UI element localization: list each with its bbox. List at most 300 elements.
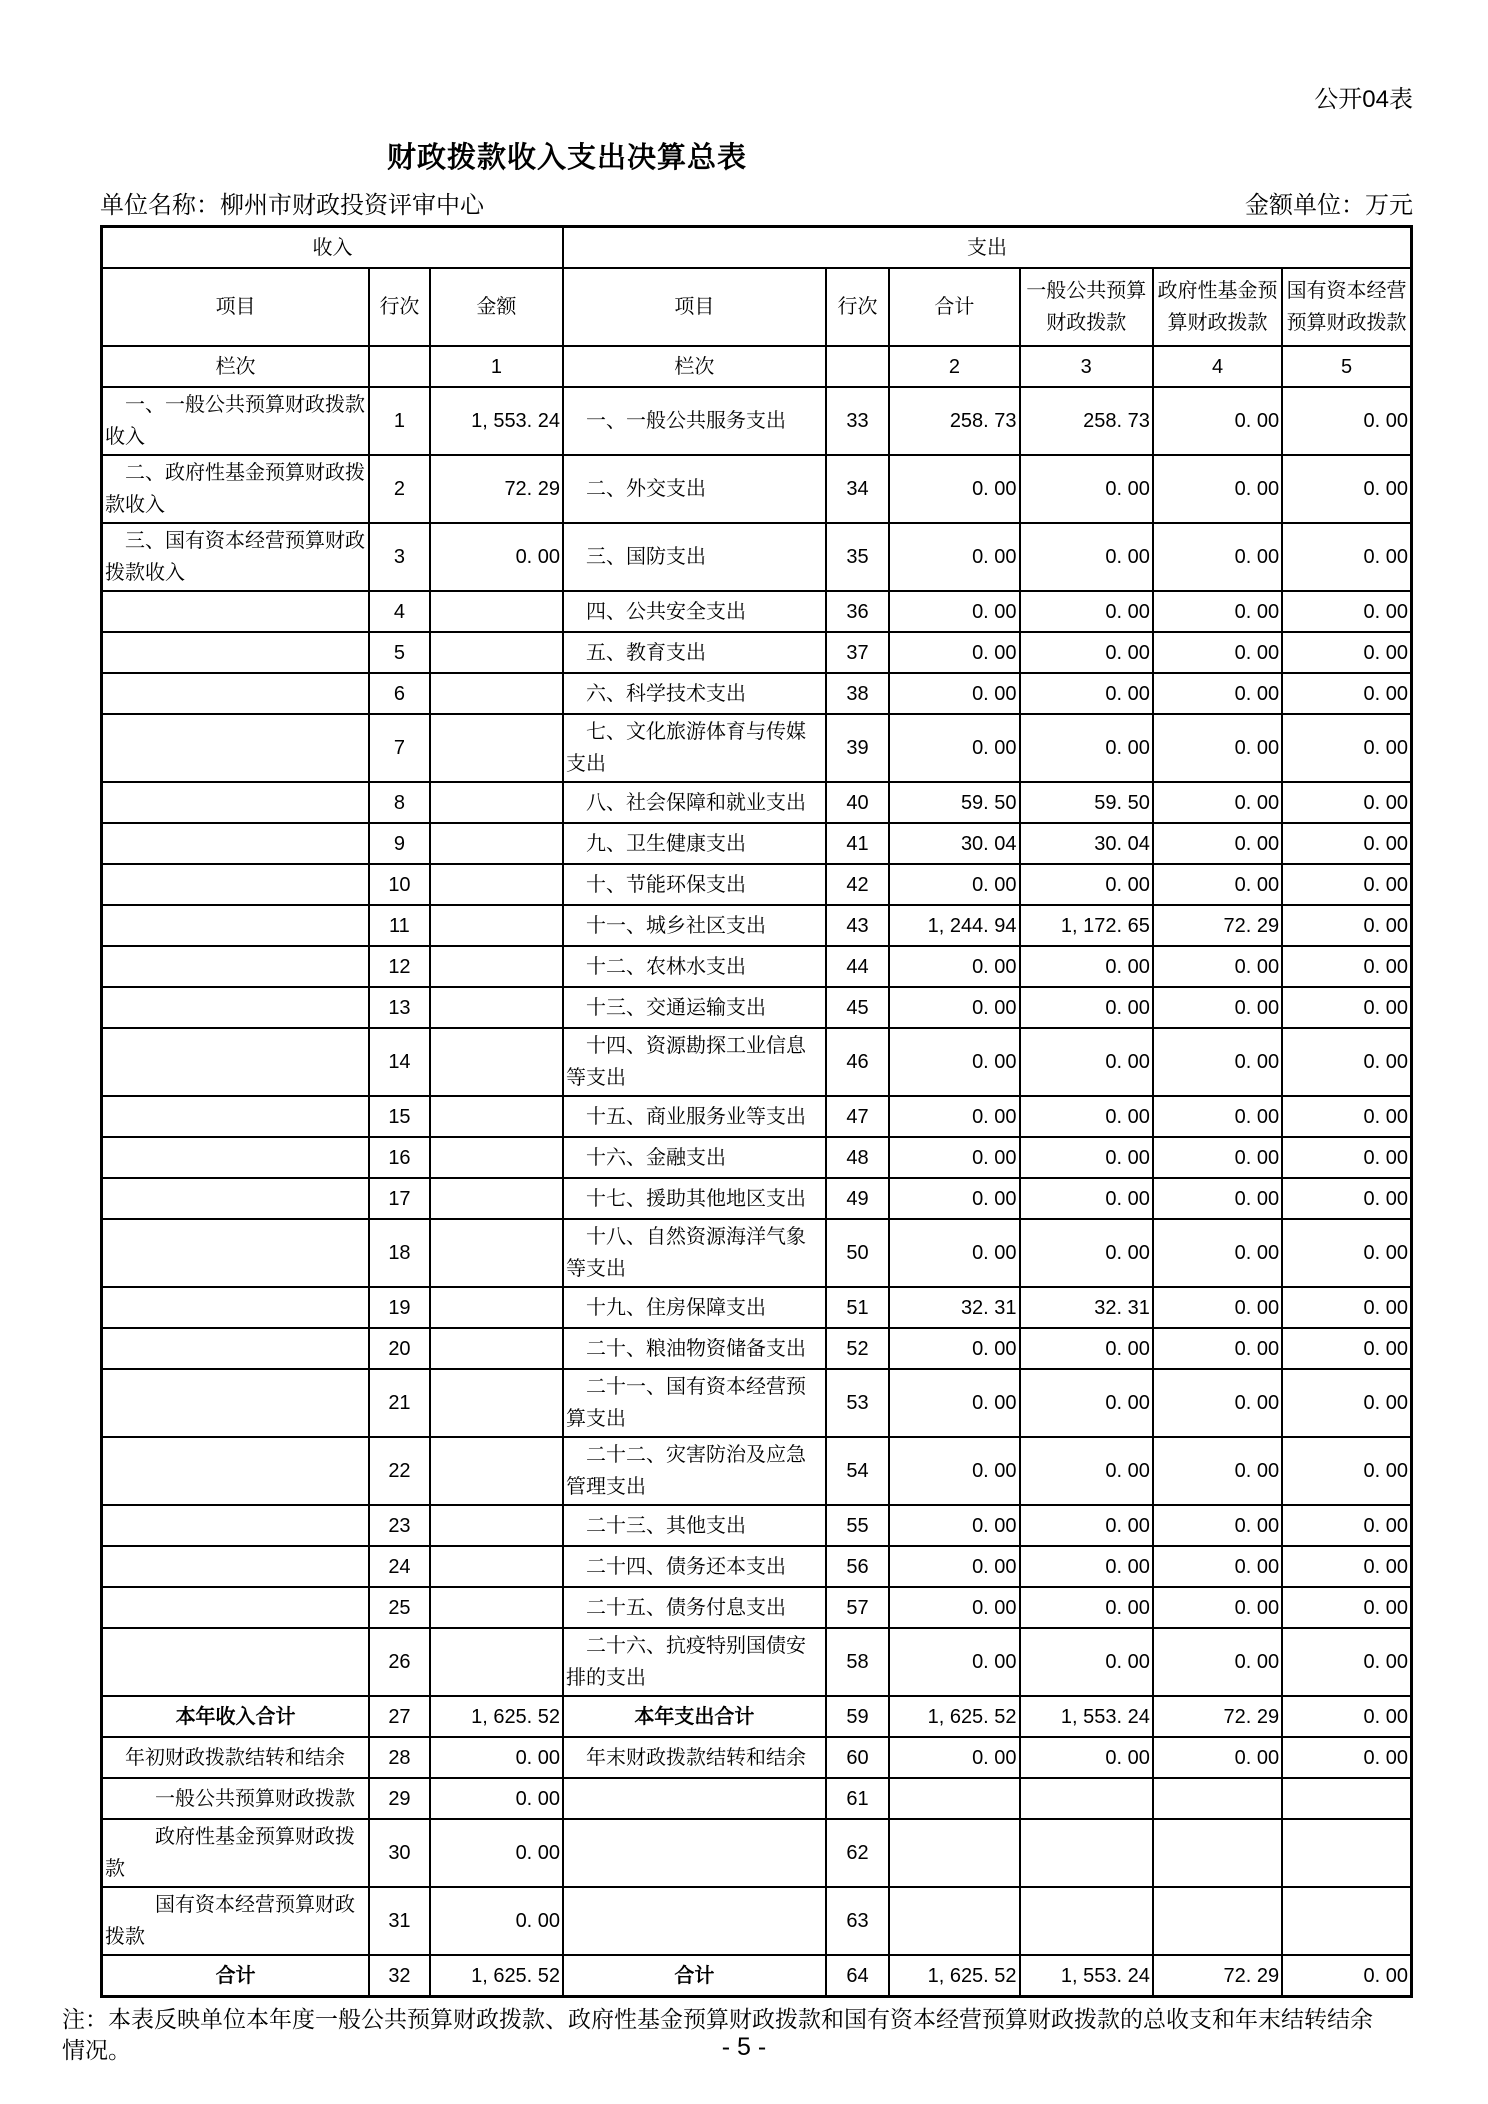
income-item-cell: [102, 1287, 370, 1328]
expense-line-cell: 34: [826, 455, 890, 523]
col-header-expense-item: 项目: [563, 268, 826, 346]
expense-line-cell: 60: [826, 1737, 890, 1778]
expense-line-cell: 44: [826, 946, 890, 987]
expense-line-cell: 50: [826, 1219, 890, 1287]
table-row: [102, 1546, 1412, 1587]
expense-item-cell: 年末财政拨款结转和结余: [563, 1737, 826, 1778]
table-row: [102, 455, 1412, 523]
expense-line-cell: 62: [826, 1819, 890, 1887]
table-row: [102, 1096, 1412, 1137]
expense-total-cell: 0. 00: [889, 1437, 1019, 1505]
expense-item-cell: 十七、援助其他地区支出: [563, 1178, 826, 1219]
income-amount-cell: 1, 553. 24: [430, 387, 563, 455]
table-row: [102, 673, 1412, 714]
income-amount-cell: 0. 00: [430, 1737, 563, 1778]
expense-item-cell: 二十五、债务付息支出: [563, 1587, 826, 1628]
income-item-cell: 一、一般公共预算财政拨款收入: [102, 387, 370, 455]
income-item-cell: 合计: [102, 1955, 370, 1997]
income-line-cell: 7: [369, 714, 430, 782]
income-item-cell: 国有资本经营预算财政拨款: [102, 1887, 370, 1955]
expense-line-cell: 42: [826, 864, 890, 905]
income-item-cell: 一般公共预算财政拨款: [102, 1778, 370, 1819]
income-item-cell: [102, 1028, 370, 1096]
guide-income-item-cell: 栏次: [102, 346, 370, 387]
expense-line-cell: 35: [826, 523, 890, 591]
table-row: [102, 1505, 1412, 1546]
expense-gov-fund-budget-cell: 0. 00: [1153, 1178, 1282, 1219]
expense-general-public-budget-cell: 0. 00: [1020, 523, 1153, 591]
table-row: [102, 1137, 1412, 1178]
table-row: [102, 905, 1412, 946]
income-item-cell: [102, 1096, 370, 1137]
expense-general-public-budget-cell: 0. 00: [1020, 1096, 1153, 1137]
income-item-cell: [102, 714, 370, 782]
income-line-cell: 21: [369, 1369, 430, 1437]
income-line-cell: 19: [369, 1287, 430, 1328]
expense-state-capital-budget-cell: 0. 00: [1282, 1437, 1411, 1505]
page-number: - 5 -: [721, 2033, 767, 2061]
expense-general-public-budget-cell: 0. 00: [1020, 591, 1153, 632]
expense-general-public-budget-cell: 0. 00: [1020, 1587, 1153, 1628]
expense-item-cell: 四、公共安全支出: [563, 591, 826, 632]
expense-total-cell: 0. 00: [889, 714, 1019, 782]
expense-gov-fund-budget-cell: 0. 00: [1153, 987, 1282, 1028]
expense-state-capital-budget-cell: 0. 00: [1282, 673, 1411, 714]
expense-line-cell: 43: [826, 905, 890, 946]
expense-state-capital-budget-cell: [1282, 1887, 1411, 1955]
guide-expense-item-cell: 栏次: [563, 346, 826, 387]
table-row: [102, 1328, 1412, 1369]
expense-total-cell: 59. 50: [889, 782, 1019, 823]
expense-general-public-budget-cell: 1, 553. 24: [1020, 1955, 1153, 1997]
income-line-cell: 5: [369, 632, 430, 673]
guide-gov-fund-budget-cell: 4: [1153, 346, 1282, 387]
expense-state-capital-budget-cell: 0. 00: [1282, 1096, 1411, 1137]
expense-item-cell: [563, 1778, 826, 1819]
income-line-cell: 2: [369, 455, 430, 523]
expense-total-cell: 0. 00: [889, 1328, 1019, 1369]
expense-item-cell: 二十二、灾害防治及应急管理支出: [563, 1437, 826, 1505]
expense-line-cell: 56: [826, 1546, 890, 1587]
expense-total-cell: 0. 00: [889, 946, 1019, 987]
income-item-cell: [102, 1369, 370, 1437]
expense-general-public-budget-cell: 0. 00: [1020, 673, 1153, 714]
expense-item-cell: 十二、农林水支出: [563, 946, 826, 987]
expense-total-cell: 0. 00: [889, 673, 1019, 714]
income-amount-cell: [430, 673, 563, 714]
expense-item-cell: 五、教育支出: [563, 632, 826, 673]
expense-line-cell: 38: [826, 673, 890, 714]
expense-gov-fund-budget-cell: 0. 00: [1153, 387, 1282, 455]
col-header-income-line: 行次: [369, 268, 430, 346]
income-amount-cell: [430, 946, 563, 987]
unit-name-label: 单位名称：柳州市财政投资评审中心: [100, 192, 484, 219]
table-row: [102, 1778, 1412, 1819]
expense-item-cell: 十四、资源勘探工业信息等支出: [563, 1028, 826, 1096]
expense-line-cell: 63: [826, 1887, 890, 1955]
expense-gov-fund-budget-cell: 0. 00: [1153, 1096, 1282, 1137]
col-header-gov-fund-budget: 政府性基金预算财政拨款: [1153, 268, 1282, 346]
income-amount-cell: 1, 625. 52: [430, 1696, 563, 1737]
expense-item-cell: 十、节能环保支出: [563, 864, 826, 905]
guide-income-line-cell: [369, 346, 430, 387]
income-line-cell: 27: [369, 1696, 430, 1737]
income-line-cell: 13: [369, 987, 430, 1028]
expense-state-capital-budget-cell: 0. 00: [1282, 1137, 1411, 1178]
expense-line-cell: 53: [826, 1369, 890, 1437]
income-line-cell: 29: [369, 1778, 430, 1819]
expense-state-capital-budget-cell: 0. 00: [1282, 1628, 1411, 1696]
income-amount-cell: [430, 1028, 563, 1096]
expense-total-cell: 0. 00: [889, 1096, 1019, 1137]
income-line-cell: 32: [369, 1955, 430, 1997]
guide-expense-total-cell: 2: [889, 346, 1019, 387]
expense-item-cell: 合计: [563, 1955, 826, 1997]
expense-total-cell: 1, 244. 94: [889, 905, 1019, 946]
expense-gov-fund-budget-cell: 0. 00: [1153, 1369, 1282, 1437]
income-line-cell: 22: [369, 1437, 430, 1505]
expense-general-public-budget-cell: [1020, 1887, 1153, 1955]
expense-item-cell: 二十四、债务还本支出: [563, 1546, 826, 1587]
expense-item-cell: 七、文化旅游体育与传媒支出: [563, 714, 826, 782]
expense-general-public-budget-cell: 32. 31: [1020, 1287, 1153, 1328]
expense-gov-fund-budget-cell: 0. 00: [1153, 864, 1282, 905]
table-row: [102, 1628, 1412, 1696]
expense-total-cell: 0. 00: [889, 864, 1019, 905]
income-amount-cell: [430, 1096, 563, 1137]
expense-gov-fund-budget-cell: 0. 00: [1153, 823, 1282, 864]
col-header-expense-total: 合计: [889, 268, 1019, 346]
table-row: [102, 1587, 1412, 1628]
column-header-row: [102, 268, 1412, 346]
table-row: [102, 1369, 1412, 1437]
expense-state-capital-budget-cell: 0. 00: [1282, 523, 1411, 591]
income-item-cell: [102, 1137, 370, 1178]
expense-item-cell: 二十三、其他支出: [563, 1505, 826, 1546]
income-amount-cell: [430, 782, 563, 823]
income-line-cell: 23: [369, 1505, 430, 1546]
income-amount-cell: 0. 00: [430, 1887, 563, 1955]
income-item-cell: 本年收入合计: [102, 1696, 370, 1737]
expense-line-cell: 33: [826, 387, 890, 455]
income-item-cell: 二、政府性基金预算财政拨款收入: [102, 455, 370, 523]
expense-item-cell: 二十、粮油物资储备支出: [563, 1328, 826, 1369]
expense-state-capital-budget-cell: 0. 00: [1282, 1505, 1411, 1546]
expense-general-public-budget-cell: 0. 00: [1020, 1219, 1153, 1287]
expense-general-public-budget-cell: [1020, 1819, 1153, 1887]
income-item-cell: [102, 632, 370, 673]
expense-gov-fund-budget-cell: 0. 00: [1153, 1028, 1282, 1096]
guide-expense-line-cell: [826, 346, 890, 387]
expense-line-cell: 55: [826, 1505, 890, 1546]
expense-total-cell: 258. 73: [889, 387, 1019, 455]
expense-gov-fund-budget-cell: [1153, 1778, 1282, 1819]
expense-state-capital-budget-cell: [1282, 1819, 1411, 1887]
expense-state-capital-budget-cell: 0. 00: [1282, 946, 1411, 987]
expense-item-cell: 十五、商业服务业等支出: [563, 1096, 826, 1137]
expense-gov-fund-budget-cell: 0. 00: [1153, 1437, 1282, 1505]
income-line-cell: 16: [369, 1137, 430, 1178]
guide-row: [102, 346, 1412, 387]
expense-general-public-budget-cell: 59. 50: [1020, 782, 1153, 823]
expense-state-capital-budget-cell: 0. 00: [1282, 1955, 1411, 1997]
expense-gov-fund-budget-cell: 0. 00: [1153, 1587, 1282, 1628]
expense-state-capital-budget-cell: 0. 00: [1282, 1328, 1411, 1369]
expense-line-cell: 37: [826, 632, 890, 673]
income-line-cell: 25: [369, 1587, 430, 1628]
expense-state-capital-budget-cell: 0. 00: [1282, 1546, 1411, 1587]
income-line-cell: 1: [369, 387, 430, 455]
expense-line-cell: 45: [826, 987, 890, 1028]
expense-total-cell: 0. 00: [889, 1546, 1019, 1587]
expense-total-cell: 1, 625. 52: [889, 1696, 1019, 1737]
income-item-cell: [102, 864, 370, 905]
income-item-cell: [102, 1587, 370, 1628]
expense-general-public-budget-cell: 0. 00: [1020, 632, 1153, 673]
income-amount-cell: [430, 905, 563, 946]
expense-state-capital-budget-cell: 0. 00: [1282, 455, 1411, 523]
table-row: [102, 591, 1412, 632]
expense-total-cell: 0. 00: [889, 1028, 1019, 1096]
table-row: [102, 714, 1412, 782]
table-row: [102, 387, 1412, 455]
expense-general-public-budget-cell: [1020, 1778, 1153, 1819]
income-amount-cell: [430, 1437, 563, 1505]
expense-total-cell: 30. 04: [889, 823, 1019, 864]
expense-gov-fund-budget-cell: 0. 00: [1153, 714, 1282, 782]
expense-total-cell: 0. 00: [889, 591, 1019, 632]
table-row: [102, 632, 1412, 673]
income-item-cell: [102, 1178, 370, 1219]
expense-total-cell: 0. 00: [889, 1587, 1019, 1628]
expense-line-cell: 47: [826, 1096, 890, 1137]
expense-general-public-budget-cell: 1, 172. 65: [1020, 905, 1153, 946]
col-header-income-item: 项目: [102, 268, 370, 346]
income-amount-cell: [430, 1628, 563, 1696]
table-body: [102, 387, 1412, 1997]
income-amount-cell: [430, 1505, 563, 1546]
table-row: [102, 1737, 1412, 1778]
expense-line-cell: 57: [826, 1587, 890, 1628]
income-amount-cell: [430, 591, 563, 632]
expense-gov-fund-budget-cell: 72. 29: [1153, 1955, 1282, 1997]
expense-general-public-budget-cell: 0. 00: [1020, 1737, 1153, 1778]
income-line-cell: 4: [369, 591, 430, 632]
expense-total-cell: 1, 625. 52: [889, 1955, 1019, 1997]
income-amount-cell: [430, 1219, 563, 1287]
expense-state-capital-budget-cell: 0. 00: [1282, 782, 1411, 823]
income-amount-cell: [430, 1137, 563, 1178]
expense-line-cell: 46: [826, 1028, 890, 1096]
expense-general-public-budget-cell: 0. 00: [1020, 946, 1153, 987]
expense-gov-fund-budget-cell: 0. 00: [1153, 946, 1282, 987]
expense-line-cell: 36: [826, 591, 890, 632]
expense-state-capital-budget-cell: 0. 00: [1282, 1737, 1411, 1778]
income-amount-cell: 72. 29: [430, 455, 563, 523]
expense-item-cell: 二、外交支出: [563, 455, 826, 523]
expense-line-cell: 39: [826, 714, 890, 782]
income-line-cell: 18: [369, 1219, 430, 1287]
table-row: [102, 946, 1412, 987]
expense-total-cell: [889, 1887, 1019, 1955]
expense-total-cell: 0. 00: [889, 987, 1019, 1028]
expense-total-cell: 0. 00: [889, 1505, 1019, 1546]
expense-item-cell: 十三、交通运输支出: [563, 987, 826, 1028]
expense-item-cell: 十六、金融支出: [563, 1137, 826, 1178]
table-row: [102, 1819, 1412, 1887]
expense-state-capital-budget-cell: 0. 00: [1282, 1028, 1411, 1096]
expense-total-cell: 32. 31: [889, 1287, 1019, 1328]
col-header-expense-line: 行次: [826, 268, 890, 346]
expense-general-public-budget-cell: 0. 00: [1020, 714, 1153, 782]
expense-total-cell: 0. 00: [889, 455, 1019, 523]
income-amount-cell: [430, 823, 563, 864]
income-item-cell: [102, 782, 370, 823]
expense-gov-fund-budget-cell: 0. 00: [1153, 1546, 1282, 1587]
expense-gov-fund-budget-cell: 0. 00: [1153, 1137, 1282, 1178]
expense-total-cell: 0. 00: [889, 632, 1019, 673]
income-item-cell: [102, 905, 370, 946]
expense-gov-fund-budget-cell: [1153, 1887, 1282, 1955]
expense-line-cell: 48: [826, 1137, 890, 1178]
income-item-cell: [102, 946, 370, 987]
expense-item-cell: [563, 1819, 826, 1887]
expense-general-public-budget-cell: 0. 00: [1020, 1437, 1153, 1505]
expense-gov-fund-budget-cell: 0. 00: [1153, 523, 1282, 591]
expense-line-cell: 49: [826, 1178, 890, 1219]
expense-total-cell: [889, 1819, 1019, 1887]
expense-gov-fund-budget-cell: 0. 00: [1153, 1737, 1282, 1778]
expense-section-header: 支出: [563, 227, 1411, 269]
table-row: [102, 1437, 1412, 1505]
guide-income-amount-cell: 1: [430, 346, 563, 387]
expense-line-cell: 61: [826, 1778, 890, 1819]
expense-gov-fund-budget-cell: 0. 00: [1153, 1505, 1282, 1546]
expense-item-cell: 三、国防支出: [563, 523, 826, 591]
income-line-cell: 3: [369, 523, 430, 591]
expense-line-cell: 41: [826, 823, 890, 864]
expense-general-public-budget-cell: 0. 00: [1020, 1628, 1153, 1696]
expense-state-capital-budget-cell: 0. 00: [1282, 1587, 1411, 1628]
income-amount-cell: [430, 1369, 563, 1437]
col-header-state-capital-budget: 国有资本经营预算财政拨款: [1282, 268, 1411, 346]
income-line-cell: 15: [369, 1096, 430, 1137]
guide-state-capital-budget-cell: 5: [1282, 346, 1411, 387]
expense-item-cell: 十八、自然资源海洋气象等支出: [563, 1219, 826, 1287]
expense-general-public-budget-cell: 0. 00: [1020, 1328, 1153, 1369]
expense-line-cell: 51: [826, 1287, 890, 1328]
income-line-cell: 11: [369, 905, 430, 946]
expense-gov-fund-budget-cell: 0. 00: [1153, 455, 1282, 523]
expense-item-cell: 十一、城乡社区支出: [563, 905, 826, 946]
expense-total-cell: 0. 00: [889, 1628, 1019, 1696]
expense-general-public-budget-cell: 0. 00: [1020, 1546, 1153, 1587]
expense-general-public-budget-cell: 0. 00: [1020, 864, 1153, 905]
expense-gov-fund-budget-cell: 0. 00: [1153, 673, 1282, 714]
expense-total-cell: 0. 00: [889, 523, 1019, 591]
income-item-cell: [102, 1437, 370, 1505]
expense-state-capital-budget-cell: 0. 00: [1282, 1287, 1411, 1328]
expense-general-public-budget-cell: 0. 00: [1020, 455, 1153, 523]
income-line-cell: 9: [369, 823, 430, 864]
income-line-cell: 26: [369, 1628, 430, 1696]
table-row: [102, 1028, 1412, 1096]
income-item-cell: [102, 591, 370, 632]
expense-general-public-budget-cell: 0. 00: [1020, 1137, 1153, 1178]
income-item-cell: [102, 1546, 370, 1587]
expense-state-capital-budget-cell: 0. 00: [1282, 987, 1411, 1028]
table-row: [102, 1178, 1412, 1219]
expense-total-cell: 0. 00: [889, 1219, 1019, 1287]
expense-line-cell: 64: [826, 1955, 890, 1997]
income-amount-cell: [430, 1546, 563, 1587]
expense-state-capital-budget-cell: 0. 00: [1282, 864, 1411, 905]
expense-gov-fund-budget-cell: 0. 00: [1153, 782, 1282, 823]
expense-gov-fund-budget-cell: 0. 00: [1153, 1328, 1282, 1369]
income-line-cell: 28: [369, 1737, 430, 1778]
expense-general-public-budget-cell: 0. 00: [1020, 1178, 1153, 1219]
table-row: [102, 1219, 1412, 1287]
income-line-cell: 31: [369, 1887, 430, 1955]
income-amount-cell: 0. 00: [430, 1778, 563, 1819]
expense-general-public-budget-cell: 0. 00: [1020, 987, 1153, 1028]
expense-general-public-budget-cell: 0. 00: [1020, 1369, 1153, 1437]
expense-gov-fund-budget-cell: 0. 00: [1153, 1628, 1282, 1696]
expense-gov-fund-budget-cell: 0. 00: [1153, 1219, 1282, 1287]
expense-gov-fund-budget-cell: 72. 29: [1153, 1696, 1282, 1737]
income-amount-cell: [430, 1287, 563, 1328]
amount-unit-label: 金额单位：万元: [1245, 192, 1413, 219]
table-row: [102, 987, 1412, 1028]
income-amount-cell: 0. 00: [430, 1819, 563, 1887]
table-meta-row: [100, 190, 1413, 222]
expense-total-cell: 0. 00: [889, 1178, 1019, 1219]
table-row: [102, 1887, 1412, 1955]
expense-item-cell: 十九、住房保障支出: [563, 1287, 826, 1328]
footnote: 注：本表反映单位本年度一般公共预算财政拨款、政府性基金预算财政拨款和国有资本经营预算财政拨款的总收支和年末结转结余情况。: [62, 2006, 1373, 2063]
expense-state-capital-budget-cell: 0. 00: [1282, 823, 1411, 864]
expense-state-capital-budget-cell: 0. 00: [1282, 387, 1411, 455]
col-header-general-public-budget: 一般公共预算财政拨款: [1020, 268, 1153, 346]
expense-general-public-budget-cell: 1, 553. 24: [1020, 1696, 1153, 1737]
expense-total-cell: 0. 00: [889, 1137, 1019, 1178]
expense-line-cell: 52: [826, 1328, 890, 1369]
expense-item-cell: 二十一、国有资本经营预算支出: [563, 1369, 826, 1437]
income-line-cell: 20: [369, 1328, 430, 1369]
expense-item-cell: 八、社会保障和就业支出: [563, 782, 826, 823]
expense-general-public-budget-cell: 0. 00: [1020, 1028, 1153, 1096]
expense-item-cell: [563, 1887, 826, 1955]
expense-line-cell: 54: [826, 1437, 890, 1505]
expense-item-cell: 六、科学技术支出: [563, 673, 826, 714]
income-line-cell: 10: [369, 864, 430, 905]
expense-state-capital-budget-cell: 0. 00: [1282, 632, 1411, 673]
income-line-cell: 12: [369, 946, 430, 987]
table-row: [102, 823, 1412, 864]
income-amount-cell: [430, 864, 563, 905]
income-line-cell: 6: [369, 673, 430, 714]
page-title: 财政拨款收入支出决算总表: [386, 142, 747, 174]
table-row: [102, 1287, 1412, 1328]
expense-total-cell: 0. 00: [889, 1369, 1019, 1437]
expense-total-cell: [889, 1778, 1019, 1819]
expense-gov-fund-budget-cell: [1153, 1819, 1282, 1887]
expense-state-capital-budget-cell: 0. 00: [1282, 1369, 1411, 1437]
expense-state-capital-budget-cell: 0. 00: [1282, 591, 1411, 632]
income-section-header: 收入: [102, 227, 564, 269]
income-line-cell: 14: [369, 1028, 430, 1096]
income-item-cell: 年初财政拨款结转和结余: [102, 1737, 370, 1778]
